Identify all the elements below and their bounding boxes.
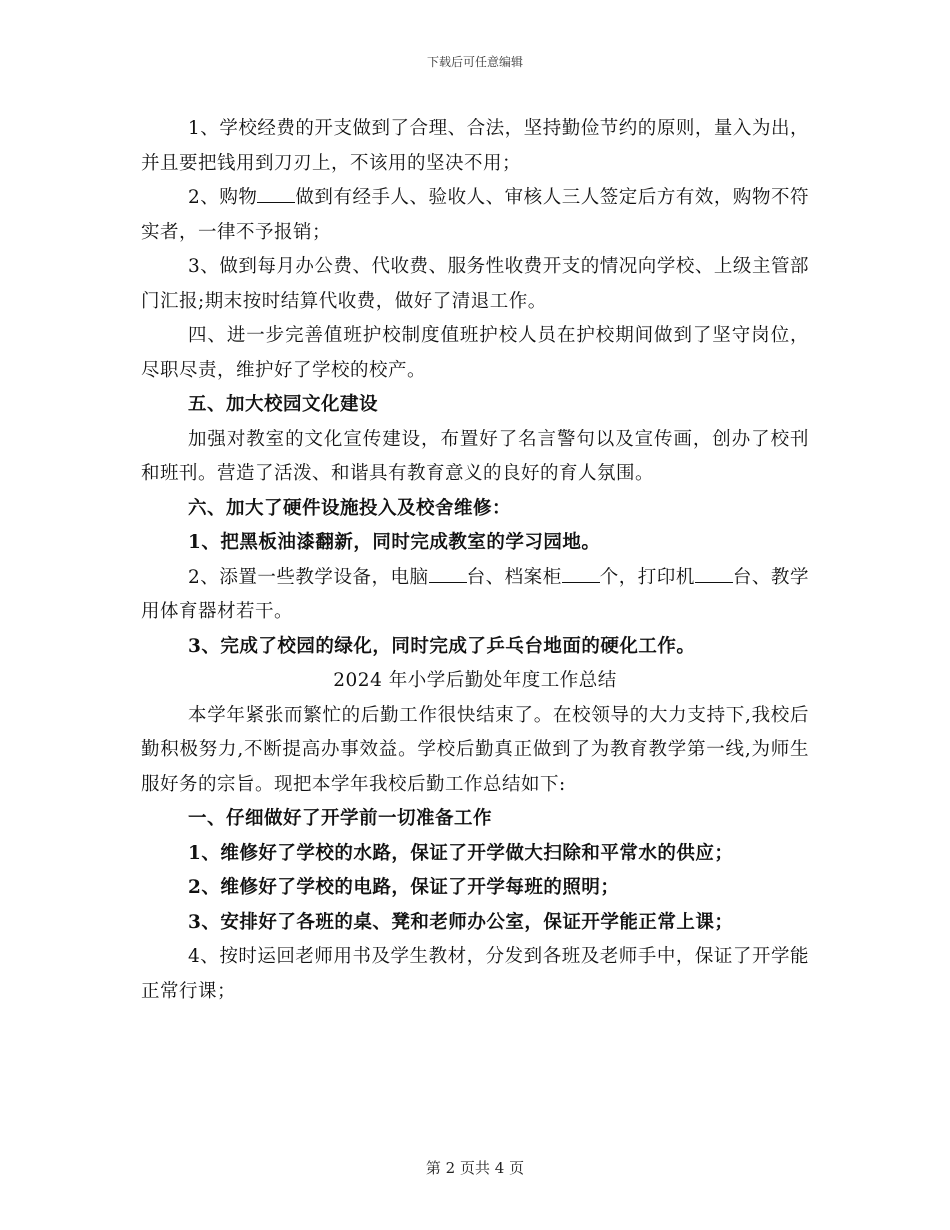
equipment-text-4: 台、教学用体育器材若干。 [141, 566, 809, 622]
equipment-text-1: 2、添置一些教学设备，电脑 [188, 566, 429, 588]
section-title: 2024 年小学后勤处年度工作总结 [333, 670, 617, 691]
purchase-rule-text: 做到有经手人、验收人、审核人三人签定后方有效，购物不符实者，一律不予报销； [141, 187, 809, 243]
paragraph-monthly-report: 3、做到每月办公费、代收费、服务性收费开支的情况向学校、上级主管部门汇报;期末按时结算代收费，做好了清退工作。 [141, 256, 809, 312]
document-body [141, 112, 809, 1009]
fill-in-blank [429, 564, 467, 583]
paragraph-electric-repair: 2、维修好了学校的电路，保证了开学每班的照明； [188, 877, 620, 898]
heading-preparation-work: 一、仔细做好了开学前一切准备工作 [188, 808, 493, 829]
paragraph-textbook-delivery: 4、按时运回老师用书及学生教材，分发到各班及老师手中，保证了开学能正常行课； [141, 946, 809, 1002]
paragraph-expense-principle: 1、学校经费的开支做到了合理、合法，坚持勤俭节约的原则，量入为出，并且要把钱用到刀刃上，不该用的坚决不用； [141, 118, 809, 174]
purchase-rule-lead: 2、购物 [188, 187, 258, 208]
paragraph-classroom-culture: 加强对教室的文化宣传建设，布置好了名言警句以及宣传画，创办了校刊和班刊。营造了活泼、和谐具有教育意义的良好的育人氛围。 [141, 428, 809, 484]
paragraph-purchase-rule [141, 181, 809, 250]
page-header: 下载后可任意编辑 [426, 55, 523, 69]
fill-in-blank [562, 564, 600, 583]
heading-campus-culture: 五、加大校园文化建设 [188, 394, 379, 415]
paragraph-desk-arrangement: 3、安排好了各班的桌、凳和老师办公室，保证开学能正常上课； [188, 911, 734, 933]
paragraph-water-repair: 1、维修好了学校的水路，保证了开学做大扫除和平常水的供应； [188, 842, 734, 864]
paragraph-blackboard-renovation: 1、把黑板油漆翻新，同时完成教室的学习园地。 [188, 532, 601, 553]
page-footer: 第 2 页共 4 页 [425, 1159, 525, 1177]
fill-in-blank [257, 184, 295, 203]
paragraph-campus-greening: 3、完成了校园的绿化，同时完成了乒乓台地面的硬化工作。 [188, 635, 696, 657]
heading-hardware-investment: 六、加大了硬件设施投入及校舍维修： [188, 497, 512, 519]
paragraph-summary-intro: 本学年紧张而繁忙的后勤工作很快结束了。在校领导的大力支持下,我校后勤积极努力,不断提高办事效益。学校后勤真正做到了为教育教学第一线,为师生服好务的宗旨。现把本学年我校后勤工作总结如下: [141, 704, 809, 795]
equipment-text-3: 个，打印机 [599, 566, 695, 588]
fill-in-blank [695, 564, 733, 583]
paragraph-duty-system: 四、进一步完善值班护校制度值班护校人员在护校期间做到了坚守岗位，尽职尽责，维护好了学校的校产。 [141, 325, 809, 381]
paragraph-equipment-purchase [141, 561, 809, 630]
equipment-text-2: 台、档案柜 [466, 566, 562, 588]
